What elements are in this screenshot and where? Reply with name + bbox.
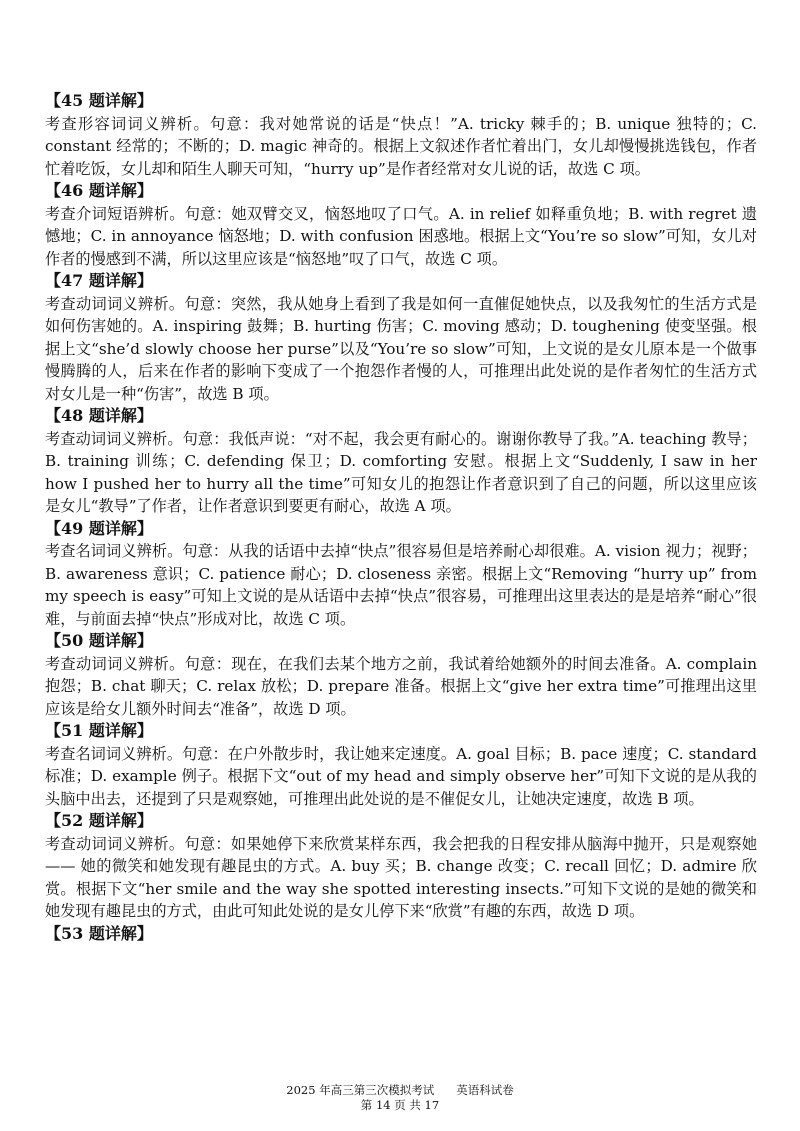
section-heading: 【49 题详解】 — [45, 518, 153, 538]
exam-name: 2025 年高三第三次模拟考试 — [286, 1083, 435, 1097]
section-heading: 【47 题详解】 — [45, 271, 153, 290]
section-heading: 【53 题详解】 — [45, 923, 153, 943]
page-footer — [0, 1083, 800, 1113]
section-heading: 【46 题详解】 — [45, 181, 153, 200]
section-body: 考查动词词义辨析。句意：突然，我从她身上看到了我是如何一直催促她快点，以及我匆忙的生活方式是如何伤害她的。A. inspiring 鼓舞；B. hurting 伤害；C. moving 感动；D. toughening 使变坚强。根据上文“she’d slowly choose her purse”以及“You’re so slow”可知，上文说的是女儿原本是一个做事慢腾腾的人，后来在作者的影响下变成了一个抱怨作者慢的人，可推理出此处说的是作者匆忙的生活方式对女儿是一种“伤害”，故选 B 项。 — [45, 294, 757, 403]
section-51 — [45, 720, 757, 810]
section-heading: 【52 题详解】 — [45, 811, 153, 830]
section-body: 考查动词词义辨析。句意：如果她停下来欣赏某样东西，我会把我的日程安排从脑海中抛开，只是观察她 —— 她的微笑和她发现有趣昆虫的方式。A. buy 买；B. change 改变；C. recall 回忆；D. admire 欣赏。根据下文“her smile and the way she spotted interesting insects.”可知下文说的是她的微笑和她发现有趣昆虫的方式，由此可知此处说的是女儿停下来“欣赏”有趣的东西，故选 D 项。 — [45, 834, 757, 920]
section-48 — [45, 405, 757, 518]
section-body: 考查名词词义辨析。句意：从我的话语中去掉“快点”很容易但是培养耐心却很难。A. vision 视力；视野；B. awareness 意识；C. patience 耐心；D. closeness 亲密。根据上文“Removing “hurry up” from my speech is easy”可知上文说的是从话语中去掉“快点”很容易，可推理出这里表达的是是培养“耐心”很难，与前面去掉“快点”形成对比，故选 C 项。 — [45, 542, 757, 628]
section-body: 考查动词词义辨析。句意：现在，在我们去某个地方之前，我试着给她额外的时间去准备。A. complain 抱怨；B. chat 聊天；C. relax 放松；D. prepare 准备。根据上文“give her extra time”可推理出这里应该是给女儿额外时间去“准备”，故选 D 项。 — [45, 654, 757, 718]
section-heading: 【48 题详解】 — [45, 406, 153, 425]
section-50 — [45, 630, 757, 720]
section-body: 考查名词词义辨析。句意：在户外散步时，我让她来定速度。A. goal 目标；B. pace 速度；C. standard 标准；D. example 例子。根据下文“out of my head and simply observe her”可知下文说的是从我的头脑中出去，还提到了只是观察她，可推理出此处说的是不催促女儿，让她决定速度，故选 B 项。 — [45, 744, 757, 808]
section-45 — [45, 90, 757, 180]
section-47 — [45, 270, 757, 405]
section-body: 考查形容词词义辨析。句意：我对她常说的话是“快点！”A. tricky 棘手的；B. unique 独特的；C. constant 经常的；不断的；D. magic 神奇的。根据上文叙述作者忙着出门，女儿却慢慢挑选钱包，作者忙着吃饭，女儿却和陌生人聊天可知，“hurry up”是作者经常对女儿说的话，故选 C 项。 — [45, 114, 757, 178]
section-49 — [45, 518, 757, 631]
subject-name: 英语科试卷 — [456, 1083, 514, 1097]
section-heading: 【51 题详解】 — [45, 721, 153, 740]
answer-explanations — [45, 90, 757, 945]
section-46 — [45, 180, 757, 270]
section-53 — [45, 923, 757, 946]
section-body: 考查介词短语辨析。句意：她双臂交叉，恼怒地叹了口气。A. in relief 如释重负地；B. with regret 遗憾地；C. in annoyance 恼怒地；D. with confusion 困惑地。根据上文“You’re so slow”可知，女儿对作者的慢感到不满，所以这里应该是“恼怒地”叹了口气，故选 C 项。 — [45, 204, 757, 268]
footer-title-line — [0, 1083, 800, 1098]
section-heading: 【45 题详解】 — [45, 91, 153, 110]
section-heading: 【50 题详解】 — [45, 631, 153, 650]
section-body: 考查动词词义辨析。句意：我低声说：“对不起，我会更有耐心的。谢谢你教导了我。”A. teaching 教导；B. training 训练；C. defending 保卫；D. comforting 安慰。根据上文“Suddenly, I saw in her how I pushed her to hurry all the time”可知女儿的抱怨让作者意识到了自己的问题，所以这里应该是女儿“教导”了作者，让作者意识到要更有耐心，故选 A 项。 — [45, 429, 757, 515]
section-52 — [45, 810, 757, 923]
page-number: 第 14 页 共 17 — [360, 1098, 440, 1112]
